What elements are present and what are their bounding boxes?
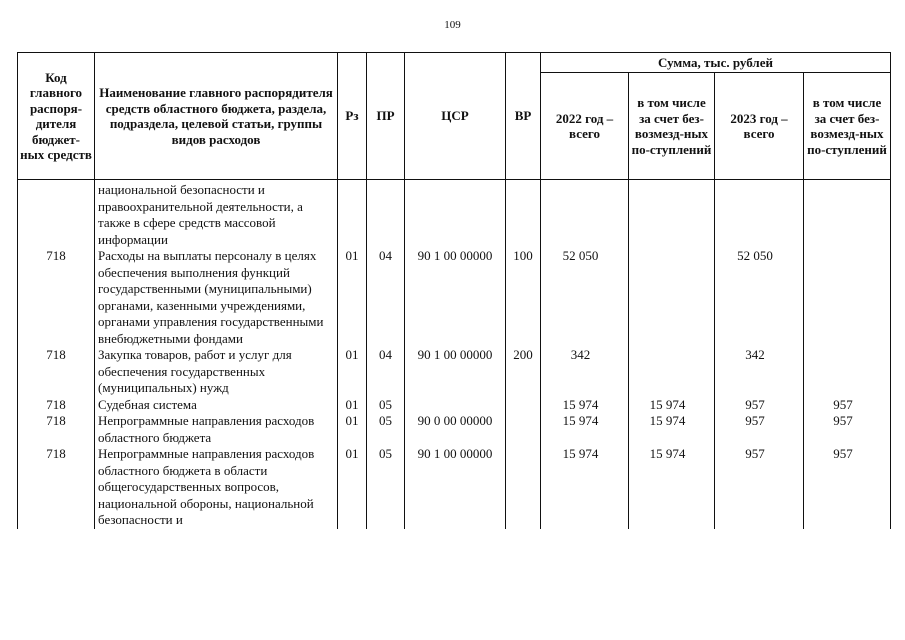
header-2023-free: в том числе за счет без-возмезд-ных по-ступлений xyxy=(804,73,891,180)
table-row xyxy=(18,413,891,446)
cell-2023-total: 52 050 xyxy=(715,248,804,347)
cell-2022-free xyxy=(629,180,715,249)
cell-csr: 90 1 00 00000 xyxy=(405,248,506,347)
cell-pr: 05 xyxy=(367,446,405,529)
cell-2022-total: 15 974 xyxy=(541,397,629,414)
cell-2022-total xyxy=(541,180,629,249)
cell-2023-free: 957 xyxy=(804,397,891,414)
cell-vr xyxy=(506,180,541,249)
header-code: Код главного распоря-дителя бюджет-ных средств xyxy=(18,53,95,180)
page-number: 109 xyxy=(444,19,461,31)
header-2022-free: в том числе за счет без-возмезд-ных по-ступлений xyxy=(629,73,715,180)
cell-rz: 01 xyxy=(338,397,367,414)
cell-pr: 05 xyxy=(367,413,405,446)
cell-2023-total: 957 xyxy=(715,397,804,414)
cell-name: Непрограммные направления расходов областного бюджета в области общегосударственных вопросов, национальной обороны, национальной безопасности и xyxy=(95,446,338,529)
table-row xyxy=(18,248,891,347)
header-sum-group: Сумма, тыс. рублей xyxy=(541,53,891,73)
header-2022-total: 2022 год – всего xyxy=(541,73,629,180)
cell-vr xyxy=(506,446,541,529)
cell-2023-free xyxy=(804,248,891,347)
cell-2023-total: 957 xyxy=(715,446,804,529)
cell-code: 718 xyxy=(18,248,95,347)
header-pr: ПР xyxy=(367,53,405,180)
cell-name: Непрограммные направления расходов областного бюджета xyxy=(95,413,338,446)
cell-code: 718 xyxy=(18,446,95,529)
cell-code: 718 xyxy=(18,413,95,446)
cell-vr: 100 xyxy=(506,248,541,347)
table-row xyxy=(18,446,891,529)
cell-csr xyxy=(405,397,506,414)
header-2023-total: 2023 год – всего xyxy=(715,73,804,180)
cell-2022-free: 15 974 xyxy=(629,397,715,414)
cell-pr xyxy=(367,180,405,249)
cell-name: Судебная система xyxy=(95,397,338,414)
cell-vr xyxy=(506,397,541,414)
cell-pr: 04 xyxy=(367,347,405,397)
cell-pr: 05 xyxy=(367,397,405,414)
cell-rz: 01 xyxy=(338,413,367,446)
table-body xyxy=(18,180,891,529)
header-csr: ЦСР xyxy=(405,53,506,180)
cell-code: 718 xyxy=(18,347,95,397)
cell-vr: 200 xyxy=(506,347,541,397)
cell-code xyxy=(18,180,95,249)
cell-pr: 04 xyxy=(367,248,405,347)
cell-2023-total: 957 xyxy=(715,413,804,446)
table-row xyxy=(18,397,891,414)
cell-2022-free xyxy=(629,248,715,347)
cell-csr: 90 1 00 00000 xyxy=(405,446,506,529)
cell-2022-total: 15 974 xyxy=(541,446,629,529)
cell-name: Закупка товаров, работ и услуг для обеспечения государственных (муниципальных) нужд xyxy=(95,347,338,397)
header-name: Наименование главного распорядителя средств областного бюджета, раздела, подраздела, целевой статьи, группы видов расходов xyxy=(95,53,338,180)
cell-code: 718 xyxy=(18,397,95,414)
cell-2022-total: 52 050 xyxy=(541,248,629,347)
cell-2023-free xyxy=(804,347,891,397)
cell-2023-free xyxy=(804,180,891,249)
budget-table xyxy=(17,52,891,529)
cell-name: национальной безопасности и правоохранительной деятельности, а также в сфере средств массовой информации xyxy=(95,180,338,249)
cell-vr xyxy=(506,413,541,446)
table-header xyxy=(18,53,891,180)
cell-2022-total: 15 974 xyxy=(541,413,629,446)
cell-name: Расходы на выплаты персоналу в целях обеспечения выполнения функций государственными (муниципальными) органами, казенными учреждениями, органами управления государственными внебюджетными фондами xyxy=(95,248,338,347)
cell-2023-free: 957 xyxy=(804,413,891,446)
cell-2023-free: 957 xyxy=(804,446,891,529)
header-rz: Рз xyxy=(338,53,367,180)
cell-rz: 01 xyxy=(338,347,367,397)
cell-2022-free xyxy=(629,347,715,397)
cell-2022-total: 342 xyxy=(541,347,629,397)
cell-csr: 90 1 00 00000 xyxy=(405,347,506,397)
table-row xyxy=(18,180,891,249)
header-vr: ВР xyxy=(506,53,541,180)
cell-rz xyxy=(338,180,367,249)
cell-csr xyxy=(405,180,506,249)
cell-rz: 01 xyxy=(338,446,367,529)
cell-2022-free: 15 974 xyxy=(629,446,715,529)
cell-2023-total xyxy=(715,180,804,249)
cell-rz: 01 xyxy=(338,248,367,347)
cell-2022-free: 15 974 xyxy=(629,413,715,446)
table-row xyxy=(18,347,891,397)
cell-csr: 90 0 00 00000 xyxy=(405,413,506,446)
cell-2023-total: 342 xyxy=(715,347,804,397)
